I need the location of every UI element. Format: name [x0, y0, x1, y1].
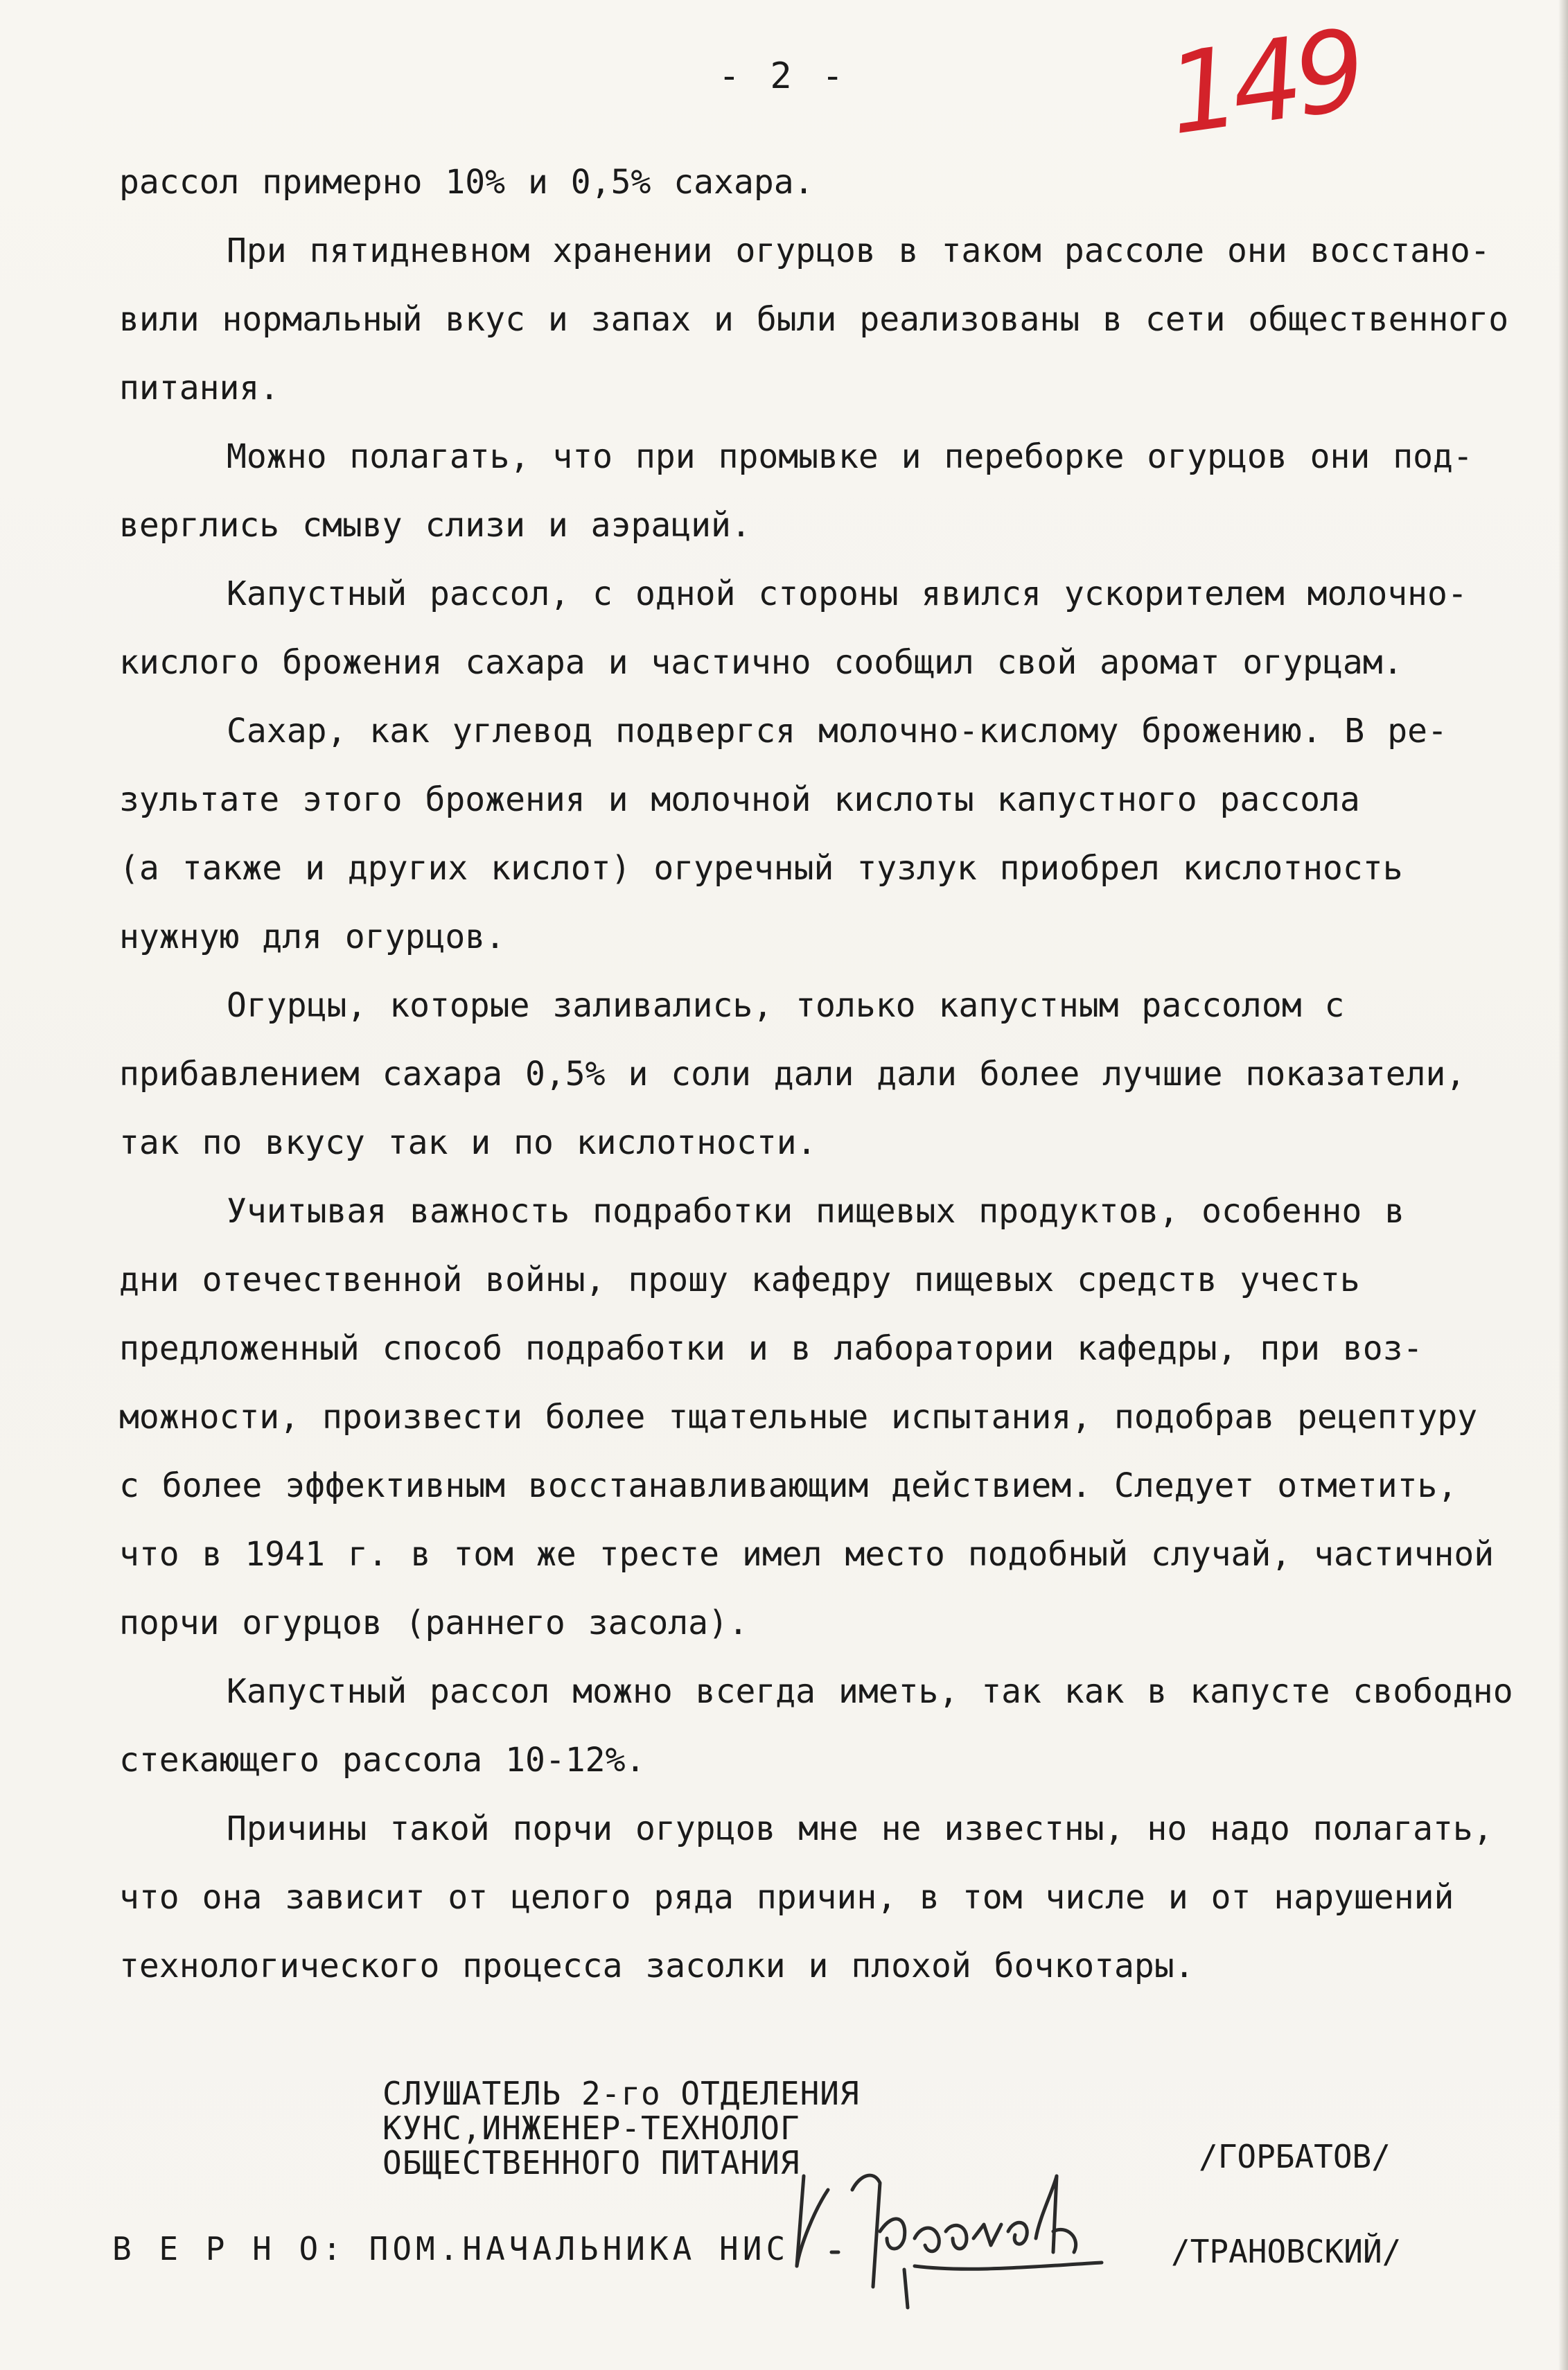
page-number: - 2 - [718, 55, 848, 97]
body-line: рассол примерно 10% и 0,5% сахара. [119, 163, 814, 202]
body-line: верглись смыву слизи и аэраций. [119, 506, 751, 545]
body-line: так по вкусу так и по кислотности. [119, 1123, 817, 1162]
body-line: нужную для огурцов. [119, 918, 506, 956]
body-line: зультате этого брожения и молочной кислоты капустного рассола [119, 780, 1360, 819]
body-line: стекающего рассола 10-12%. [119, 1741, 646, 1780]
signer-title-line-2: КУНС,ИНЖЕНЕР-ТЕХНОЛОГ [382, 2109, 800, 2147]
body-line: Огурцы, которые заливались, только капустным рассолом с [227, 986, 1345, 1025]
body-line: с более эффективным восстанавливающим действием. Следует отметить, [119, 1466, 1458, 1505]
body-line: питания. [119, 369, 280, 407]
body-line: предложенный способ подработки и в лаборатории кафедры, при воз- [119, 1329, 1423, 1368]
body-line: Капустный рассол можно всегда иметь, так как в капусте свободно [227, 1672, 1513, 1711]
body-line: Можно полагать, что при промывке и переборке огурцов они под- [227, 437, 1473, 476]
document-body [119, 148, 1560, 2001]
body-line: дни отечественной войны, прошу кафедру пищевых средств учесть [119, 1261, 1360, 1299]
body-line: кислого брожения сахара и частично сообщил свой аромат огурцам. [119, 643, 1403, 682]
body-line: технологического процесса засолки и плохой бочкотары. [119, 1947, 1195, 1985]
body-line: можности, произвести более тщательные испытания, подобрав рецептуру [119, 1398, 1478, 1437]
signer-title-line-3: ОБЩЕСТВЕННОГО ПИТАНИЯ [382, 2144, 800, 2182]
signer-name: /ГОРБАТОВ/ [1199, 2138, 1391, 2175]
body-line: При пятидневном хранении огурцов в таком рассоле они восстано- [227, 231, 1490, 270]
body-line: Учитывая важность подработки пищевых продуктов, особенно в [227, 1192, 1405, 1231]
body-line: Причины такой порчи огурцов мне не известны, но надо полагать, [227, 1809, 1493, 1848]
page-edge-shadow [1558, 0, 1568, 2370]
body-line: (а также и других кислот) огуречный тузлук приобрел кислотность [119, 849, 1403, 888]
body-line: Капустный рассол, с одной стороны явился ускорителем молочно- [227, 574, 1468, 613]
signer-title-line-1: СЛУШАТЕЛЬ 2-го ОТДЕЛЕНИЯ [382, 2075, 860, 2112]
body-line: вили нормальный вкус и запах и были реализованы в сети общественного [119, 300, 1509, 339]
body-line: что она зависит от целого ряда причин, в том числе и от нарушений [119, 1878, 1454, 1917]
archive-number-handwritten: 149 [1160, 4, 1367, 160]
verifier-name: /ТРАНОВСКИЙ/ [1171, 2233, 1402, 2270]
body-line: Сахар, как углевод подвергся молочно-кислому брожению. В ре- [227, 712, 1447, 750]
body-line: прибавлением сахара 0,5% и соли дали дали более лучшие показатели, [119, 1055, 1466, 1094]
verification-label: В Е Р Н О: ПОМ.НАЧАЛЬНИКА НИС [112, 2230, 790, 2267]
body-line: порчи огурцов (раннего засола). [119, 1604, 748, 1642]
body-line: что в 1941 г. в том же тресте имел место подобный случай, частичной [119, 1535, 1495, 1574]
handwritten-signature-icon [776, 2148, 1150, 2315]
